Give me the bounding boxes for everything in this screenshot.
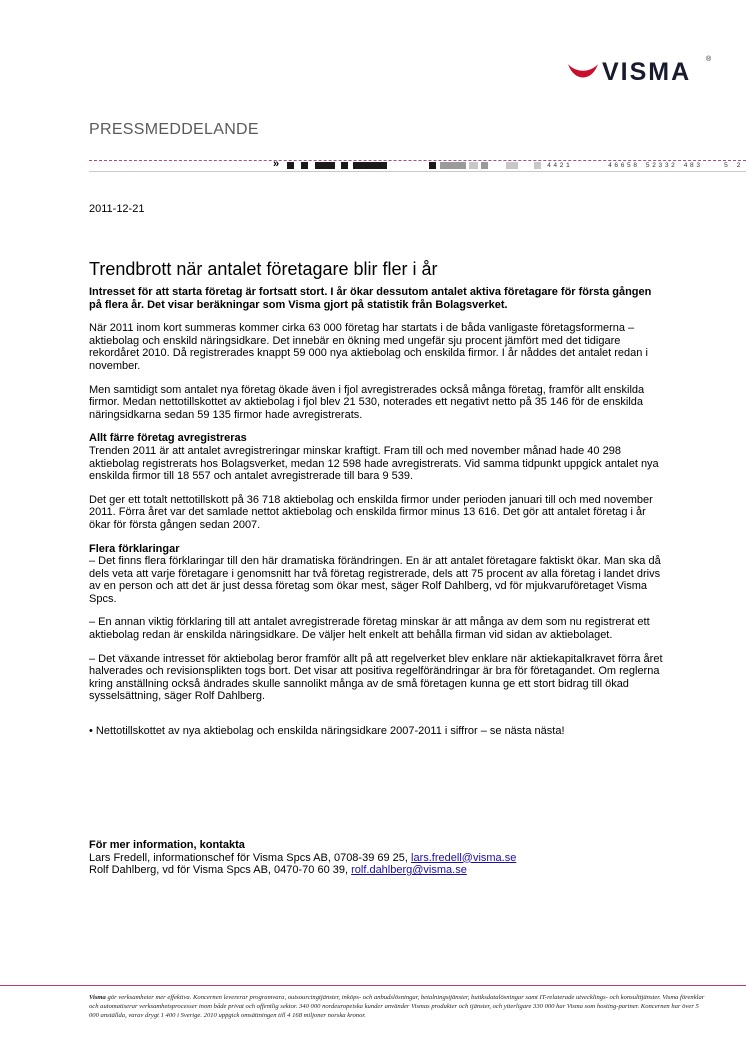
release-date: 2011-12-21	[89, 203, 145, 215]
paragraph: – En annan viktig förklaring till att antalet avregistrerade företag minskar är att många av dem som nu registrerat ett aktiebolag redan är enskilda näringsidkare. De väljer helt enkelt att behålla firman vid sidan av aktiebolaget.	[89, 616, 650, 642]
rule-dashed-line	[89, 160, 746, 161]
paragraph: Det ger ett totalt nettotillskott på 36 718 aktiebolag och enskilda firmor under perioden januari till och med november 2011. Förra året var det samlade nettot aktiebolag och enskilda firmor minus 13 616. Det gör att antalet företag i år ökar för första gången sedan 2007.	[89, 493, 653, 531]
header-rule	[89, 160, 746, 174]
barcode-number: 5 2	[724, 162, 743, 169]
subheading: Flera förklaringar	[89, 542, 180, 555]
email-link[interactable]: rolf.dahlberg@visma.se	[351, 864, 467, 877]
paragraph: – Det finns flera förklaringar till den här dramatiska förändringen. En är att antalet företagare faktiskt ökar. Man ska då dels veta att varje företagare i genomsnitt har två företag registrerade, dels att 75 procent av alla företag i landet drivs av en person och att det är just dessa företag som ökar mest, säger Rolf Dahlberg, vd för mjukvaruföretaget Visma Spcs.	[89, 555, 661, 605]
contact-block	[89, 839, 664, 877]
visma-logo	[566, 58, 716, 86]
article-title: Trendbrott när antalet företagare blir fler i år	[89, 259, 438, 279]
subheading: Allt färre företag avregistreras	[89, 432, 247, 445]
paragraph: Men samtidigt som antalet nya företag ökade även i fjol avregistrerades också många företag, framför allt enskilda firmor. Medan nettotillskottet av aktiebolag i fjol blev 21 530, noterades ett negativt netto på 35 146 för de enskilda näringsidkarna sedan 59 135 firmor hade avregistrerats.	[89, 383, 645, 421]
contact-heading: För mer information, kontakta	[89, 839, 245, 851]
barcode-bar	[341, 162, 348, 169]
paragraph: Trenden 2011 är att antalet avregistreringar minskar kraftigt. Fram till och med november månad hade 40 298 aktiebolag registrerats hos Bolagsverket, medan 12 598 hade avregistrerats. Vid samma tidpunkt uppgick antalet nya enskilda firmor till 18 557 och antalet avregistrerade till bara 9 539.	[89, 444, 659, 483]
footer-rule	[0, 985, 746, 986]
contact-line	[89, 864, 664, 877]
logo-wordmark: VISMA	[602, 58, 692, 86]
email-link[interactable]: lars.fredell@visma.se	[411, 851, 517, 864]
article-lead: Intresset för att starta företag är fortsatt stort. I år ökar dessutom antalet aktiva företagare för första gången på flera år. Det visar beräkningar som Visma gjort på statistik från Bolagsverket.	[89, 286, 652, 311]
paragraph: När 2011 inom kort summeras kommer cirka 63 000 företag har startats i de båda vanligaste företagsformerna – aktiebolag och enskild näringsidkare. Det innebär en ökning med ungefär sju procent jämfört med det tidigare rekordåret 2010. Då registrerades knappt 59 000 nya aktiebolag och enskilda firmor. I år nåddes det antalet redan i november.	[89, 322, 648, 372]
article-body	[89, 258, 664, 738]
barcode-bar	[315, 162, 335, 169]
contact-text: Lars Fredell, informationschef för Visma Spcs AB, 0708-39 69 25,	[89, 851, 412, 864]
barcode-number: 46658 52332 483	[608, 162, 703, 169]
press-release-label: PRESSMEDDELANDE	[89, 121, 259, 138]
barcode-bar	[440, 162, 466, 169]
barcode-bar	[469, 162, 478, 169]
footer-brand: Visma	[89, 994, 106, 1001]
contact-text: Rolf Dahlberg, vd för Visma Spcs AB, 0470-70 60 39,	[89, 864, 352, 877]
contact-line	[89, 852, 664, 865]
footer-text	[89, 993, 709, 1020]
barcode-number: 4421	[547, 162, 573, 169]
barcode-bar	[353, 162, 387, 169]
barcode-bar	[301, 162, 308, 169]
paragraph: – Det växande intresset för aktiebolag beror framför allt på att regelverket blev enklare när aktiekapitalkravet förra året halverades och revisionsplikten togs bort. Det visar att positiva regelförändringar är bra för företagandet. Om reglerna kring anställning också ändrades skulle sannolikt många av de små företagen kunna ge ett stort bidrag till ökad sysselsättning, säger Rolf Dahlberg.	[89, 652, 663, 703]
barcode-bar	[481, 162, 488, 169]
visma-swoosh-icon	[566, 58, 600, 84]
barcode-bar	[429, 162, 436, 169]
bullet-note: • Nettotillskottet av nya aktiebolag och enskilda näringsidkare 2007-2011 i siffror – se nästa nästa!	[89, 725, 565, 738]
footer-description: gör verksamheter mer effektiva. Koncernen levererar programvara, outsourcingtjänster, inköps- och anbudslösningar, betalningstjänster, butiksdatalösningar samt IT-relaterade utvecklings- och konsulttjänster. Visma förenklar och automatiserar verksamhetsprocesser inom både privat och offentlig sektor. 340 000 nordeuropeiska kunder använder Vismas produkter och tjänster, och ytterligare 330 000 har Visma som hosting-partner. Koncernen har över 5 000 anställda, varav drygt 1 400 i Sverige. 2010 uppgick omsättningen till 4 168 miljoner norska kronor.	[89, 994, 705, 1019]
rule-solid-line	[89, 171, 746, 172]
barcode-bar	[506, 162, 518, 169]
barcode-bar	[534, 162, 541, 169]
barcode-chevron: »	[273, 158, 280, 170]
barcode-bar	[287, 162, 294, 169]
registered-mark: ®	[706, 56, 712, 63]
